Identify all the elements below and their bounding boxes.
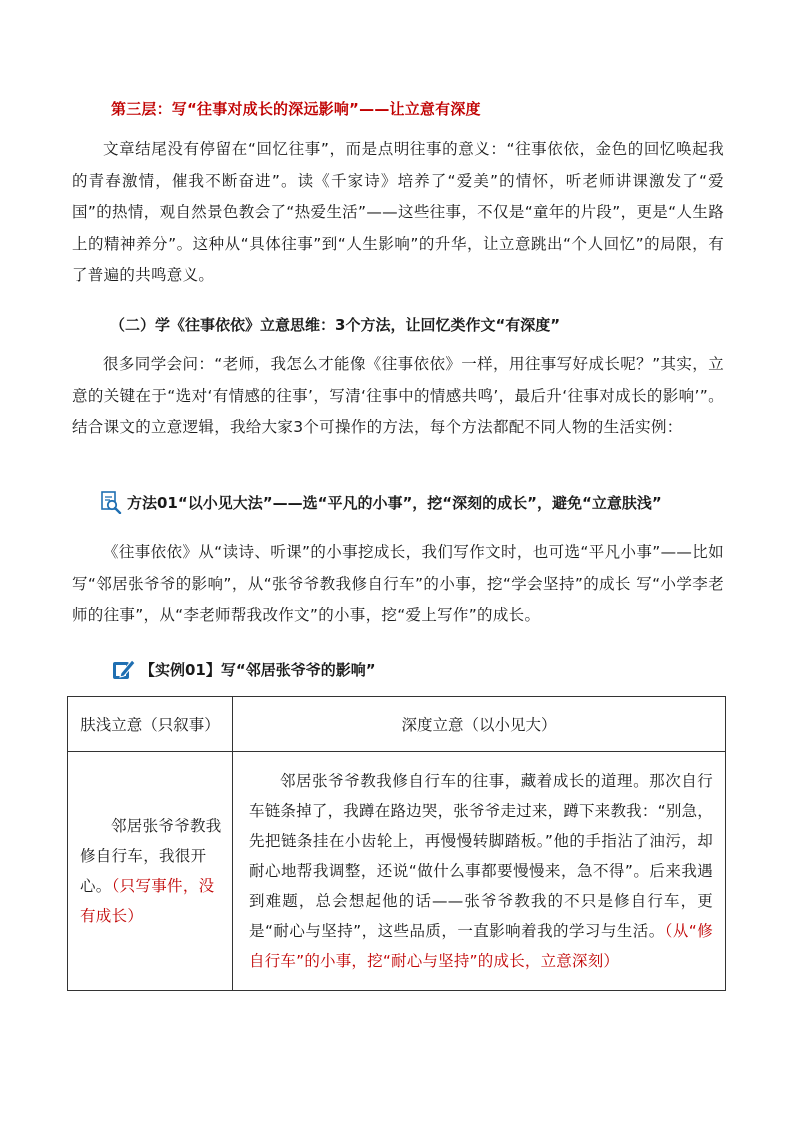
part2-heading: （二）学《往事依依》立意思维：3个方法，让回忆类作文“有深度” bbox=[110, 316, 561, 334]
example1-heading bbox=[112, 657, 376, 681]
shallow-cell bbox=[68, 752, 233, 991]
header-deep: 深度立意（以小见大） bbox=[233, 697, 726, 752]
shallow-paragraph bbox=[80, 811, 224, 931]
table-row bbox=[68, 752, 726, 991]
method1-title: 方法01“以小见大法”——选“平凡的小事”，挖“深刻的成长”，避免“立意肤浅” bbox=[127, 493, 662, 512]
method1-paragraph: 《往事依依》从“读诗、听课”的小事挖成长，我们写作文时，也可选“平凡小事”——比如写“邻居张爷爷的影响”，从“张爷爷教我修自行车”的小事，挖“学会坚持”的成长 写“小学李老师的往事”，从“李老师帮我改作文”的小事，挖“爱上写作”的成长。 bbox=[72, 543, 724, 624]
section3-heading: 第三层：写“往事对成长的深远影响”——让立意有深度 bbox=[111, 100, 481, 118]
shallow-note: （只写事件，没有成长） bbox=[80, 877, 215, 925]
deep-cell bbox=[233, 752, 726, 991]
shallow-text: 邻居张爷爷教我修自行车，我很开心。 bbox=[80, 817, 222, 895]
deep-paragraph bbox=[249, 766, 713, 976]
header-shallow: 肤浅立意（只叙事） bbox=[68, 697, 233, 752]
section3-paragraph: 文章结尾没有停留在“回忆往事”，而是点明往事的意义：“往事依依，金色的回忆唤起我的青春激情，催我不断奋进”。读《千家诗》培养了“爱美”的情怀，听老师讲课激发了“爱国”的热情，观自然景色教会了“热爱生活”——这些往事，不仅是“童年的片段”，更是“人生路上的精神养分”。这种从“具体往事”到“人生影响”的升华，让立意跳出“个人回忆”的局限，有了普遍的共鸣意义。 bbox=[72, 140, 724, 284]
table-header-row bbox=[68, 697, 726, 752]
method1-heading bbox=[100, 490, 662, 514]
part2-intro-paragraph: 很多同学会问：“老师，我怎么才能像《往事依依》一样，用往事写好成长呢？”其实，立意的关键在于“选对‘有情感的往事’，写清‘往事中的情感共鸣’，最后升‘往事对成长的影响’”。结合课文的立意逻辑，我给大家3个可操作的方法，每个方法都配不同人物的生活实例： bbox=[72, 355, 724, 436]
deep-note: （从“修自行车”的小事，挖“耐心与坚持”的成长，立意深刻） bbox=[249, 922, 713, 970]
magnifier-document-icon bbox=[100, 490, 122, 514]
pen-note-icon bbox=[112, 657, 136, 681]
example1-title: 【实例01】写“邻居张爷爷的影响” bbox=[140, 660, 376, 679]
deep-text: 邻居张爷爷教我修自行车的往事，藏着成长的道理。那次自行车链条掉了，我蹲在路边哭，张爷爷走过来，蹲下来教我：“别急，先把链条挂在小齿轮上，再慢慢转脚踏板。”他的手指沾了油污，却耐心地帮我调整，还说“做什么事都要慢慢来，急不得”。后来我遇到难题，总会想起他的话——张爷爷教我的不只是修自行车，更是“耐心与坚持”，这些品质，一直影响着我的学习与生活。 bbox=[249, 772, 713, 940]
comparison-table bbox=[67, 696, 726, 991]
